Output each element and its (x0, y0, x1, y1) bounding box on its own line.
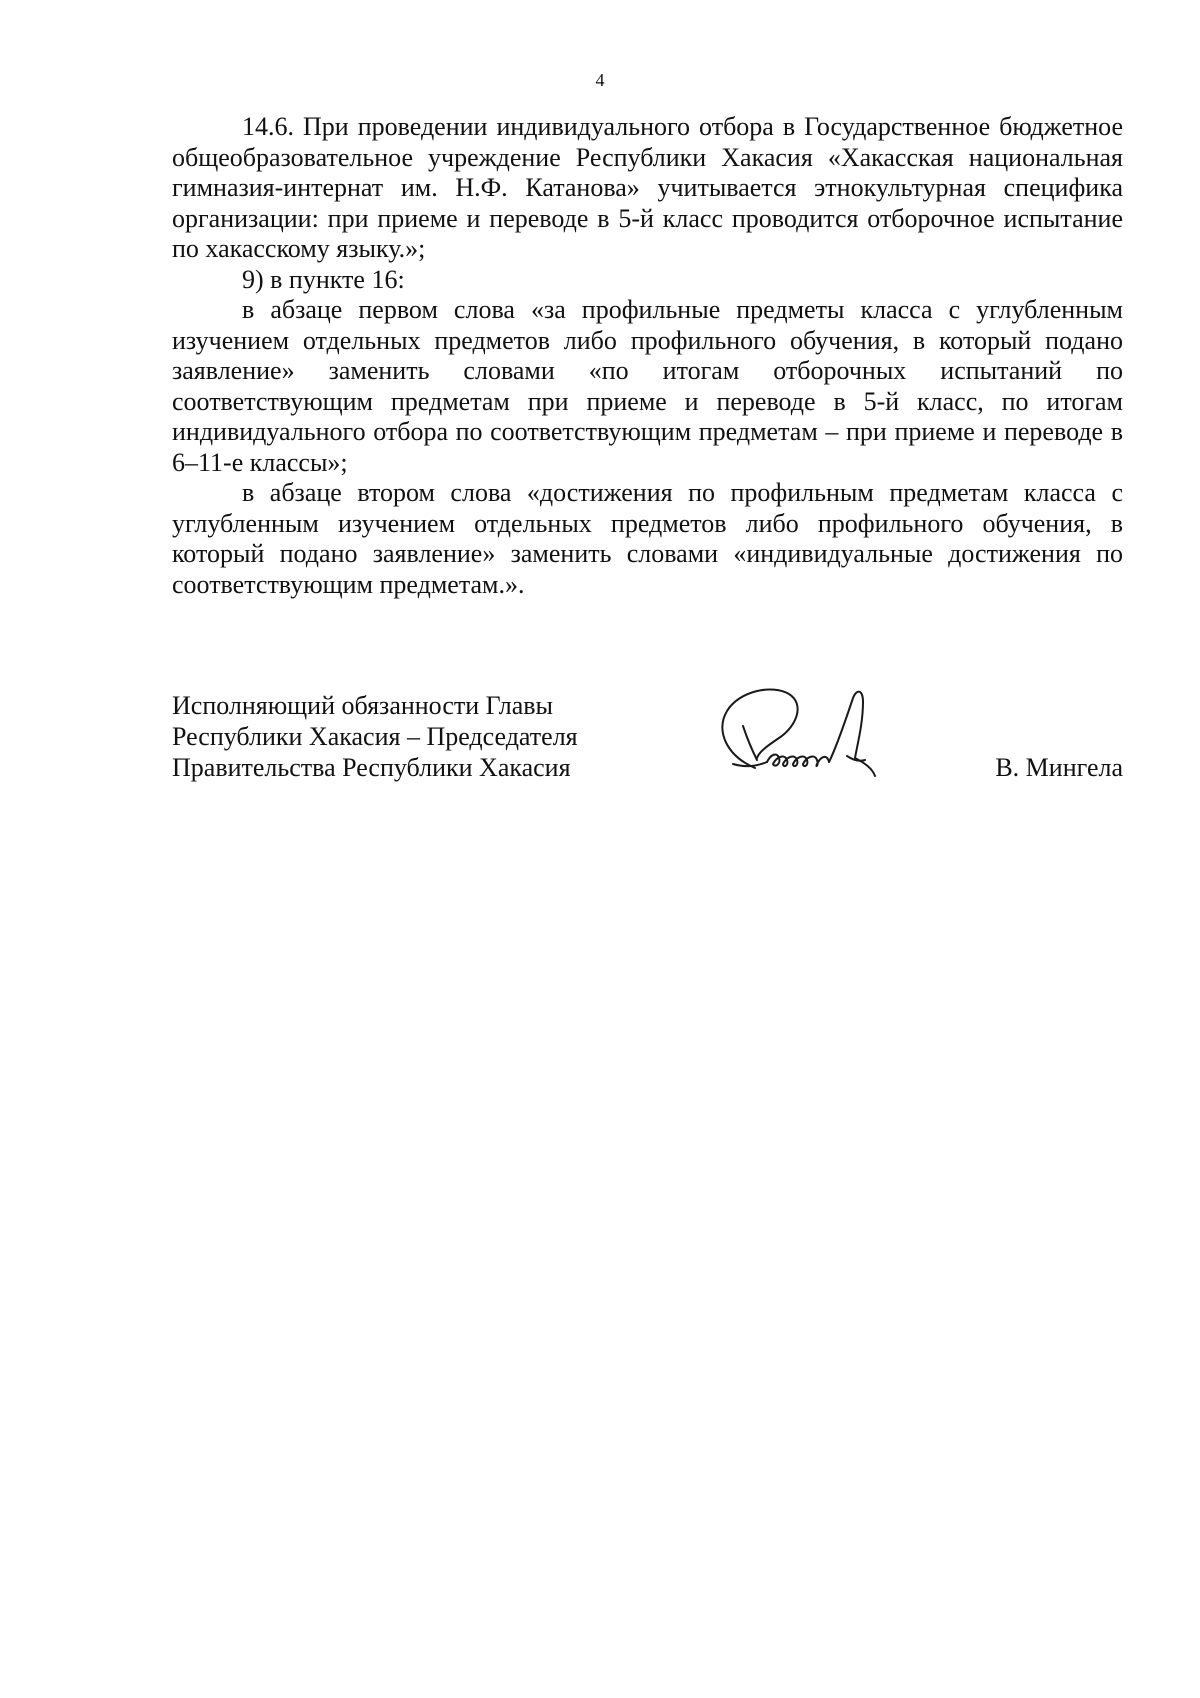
signer-title-line: Республики Хакасия – Председателя (172, 722, 578, 751)
signer-name: В. Мингела (995, 753, 1123, 782)
page-number: 4 (595, 70, 605, 90)
paragraph-second-abzac: в абзаце втором слова «достижения по профильным предметам класса с углубленным изучением отдельных предметов либо профильного обучения, в который подано заявление» заменить словами «индивидуальные достижения по соответствующим предметам.». (172, 478, 1123, 599)
paragraph-first-abzac: в абзаце первом слова «за профильные предметы класса с углубленным изучением отдельных предметов либо профильного обучения, в который подано заявление» заменить словами «по итогам отборочных испытаний по соответствующим предметам при приеме и переводе в 5-й класс, по итогам индивидуального отбора по соответствующим предметам – при приеме и переводе в 6–11-е классы»; (172, 295, 1123, 477)
signer-title-line: Исполняющий обязанности Главы (172, 691, 553, 720)
signer-title (172, 690, 652, 783)
handwritten-signature-icon (697, 676, 927, 786)
document-body (172, 112, 1123, 600)
paragraph-item-9: 9) в пункте 16: (242, 264, 405, 294)
signature-block (172, 690, 1123, 810)
paragraph-14-6: 14.6. При проведении индивидуального отбора в Государственное бюджетное общеобразовательное учреждение Республики Хакасия «Хакасская национальная гимназия-интернат им. Н.Ф. Катанова» учитывается этнокультурная специфика организации: при приеме и переводе в 5-й класс проводится отборочное испытание по хакасскому языку.»; (172, 112, 1123, 263)
signer-title-line: Правительства Республики Хакасия (172, 753, 571, 782)
